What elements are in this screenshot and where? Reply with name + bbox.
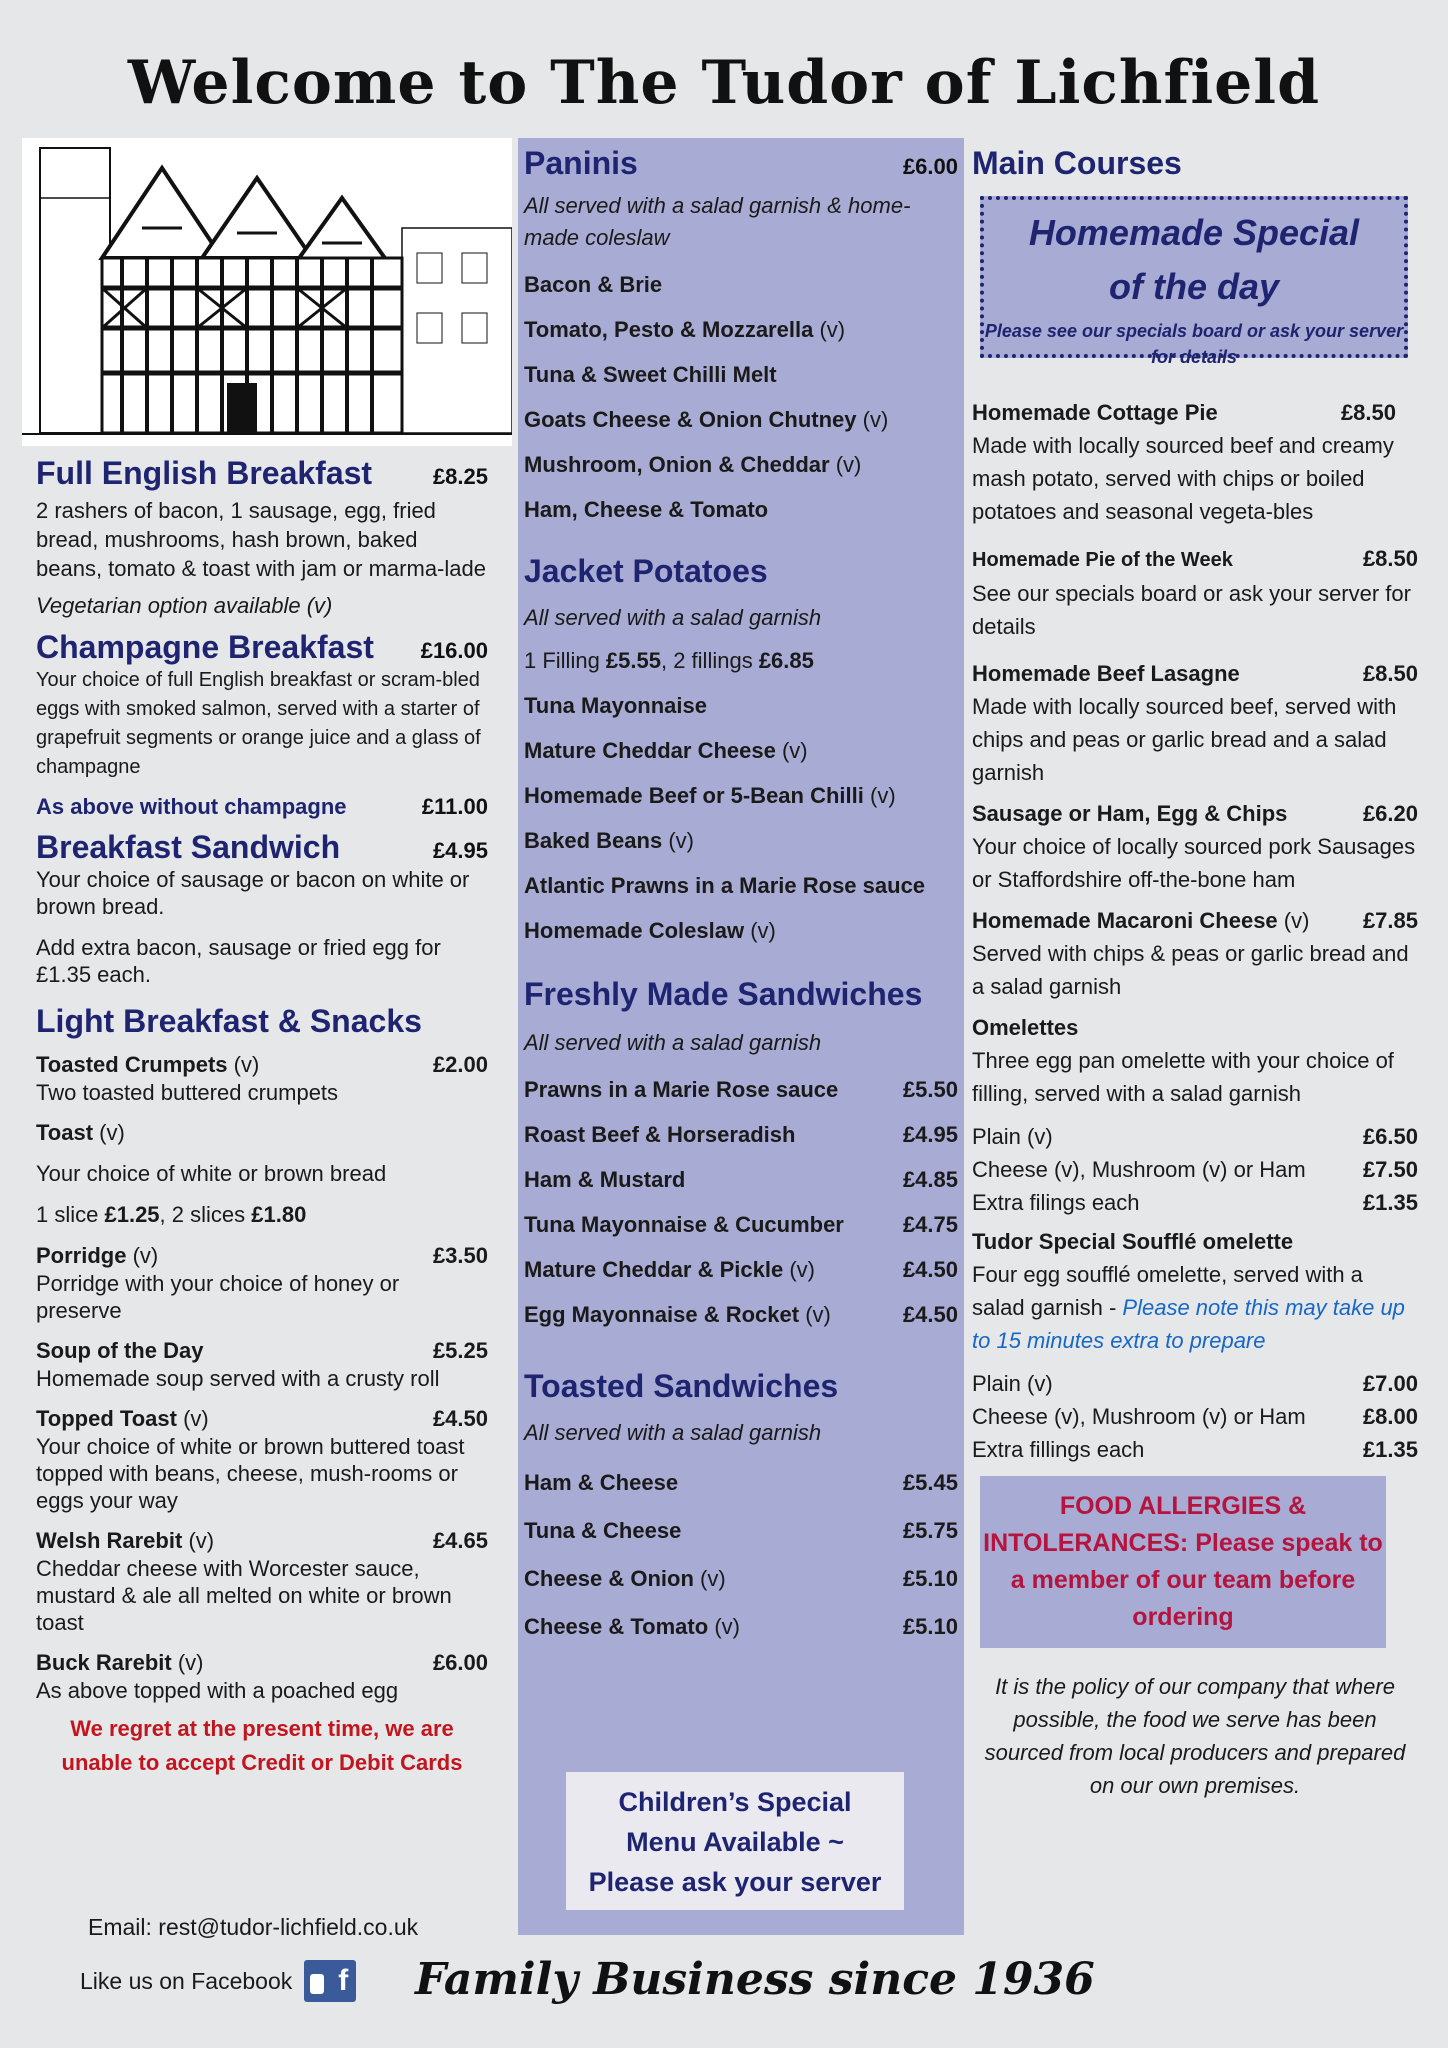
jacket-fill-d: £6.85: [758, 648, 814, 673]
menu-item-name: Tuna & Sweet Chilli Melt: [524, 362, 777, 387]
porridge-row: [36, 1241, 488, 1270]
crumpets-name: Toasted Crumpets: [36, 1052, 228, 1077]
vegetarian-marker: (v): [668, 828, 694, 853]
menu-item-price: £5.45: [902, 1470, 958, 1495]
lasagne-desc: Made with locally sourced beef, served with chips and peas or garlic bread and a salad garnish: [972, 694, 1397, 785]
pie-of-week-price: £8.50: [1362, 546, 1418, 571]
sandwich-header: [36, 828, 488, 866]
porridge-v: (v): [132, 1243, 159, 1268]
topped-toast-row: [36, 1404, 488, 1433]
sausage-ham-name: Sausage or Ham, Egg & Chips: [972, 801, 1288, 826]
menu-item: [524, 405, 958, 434]
champagne-price: £16.00: [420, 638, 488, 663]
cards-notice: We regret at the present time, we are unable to accept Credit or Debit Cards: [61, 1716, 463, 1775]
vegetarian-marker: (v): [819, 317, 846, 342]
menu-item: [524, 315, 958, 344]
porridge-desc: Porridge with your choice of honey or preserve: [36, 1271, 400, 1323]
buck-rarebit-row: [36, 1648, 488, 1677]
welsh-rarebit-name: Welsh Rarebit: [36, 1528, 183, 1553]
pie-of-week-row: [972, 542, 1418, 577]
price-row-label: Extra filings each: [972, 1190, 1140, 1215]
toast-price-b: £1.25: [104, 1202, 160, 1227]
jacket-fill-a: 1 Filling: [524, 648, 606, 673]
menu-item: [524, 1165, 958, 1194]
souffle-note: Please note this may take up to 15 minutes extra to prepare: [972, 1295, 1405, 1353]
jacket-fill-c: , 2 fillings: [660, 648, 759, 673]
price-row: [972, 1120, 1418, 1153]
omelettes-desc: Three egg pan omelette with your choice of filling, served with a salad garnish: [972, 1048, 1394, 1106]
sausage-ham-row: [972, 797, 1418, 830]
email-address[interactable]: Email: rest@tudor-lichfield.co.uk: [88, 1914, 419, 1940]
menu-item-name: Mature Cheddar & Pickle: [524, 1257, 784, 1282]
topped-toast-price: £4.50: [432, 1406, 488, 1431]
childrens-menu-box: [566, 1772, 904, 1910]
toasted-sandwiches-note: All served with a salad garnish: [524, 1420, 822, 1445]
buck-rarebit-name: Buck Rarebit: [36, 1650, 172, 1675]
menu-item-name: Ham & Mustard: [524, 1167, 686, 1192]
facebook-row[interactable]: [80, 1960, 356, 2002]
menu-item: [524, 736, 958, 765]
menu-item-name: Prawns in a Marie Rose sauce: [524, 1077, 839, 1102]
welsh-rarebit-row: [36, 1526, 488, 1555]
price-row-label: Extra fillings each: [972, 1437, 1145, 1462]
topped-toast-desc: Your choice of white or brown buttered toast topped with beans, cheese, mush-rooms or eggs your way: [36, 1434, 465, 1513]
porridge-name: Porridge: [36, 1243, 127, 1268]
price-row-price: £6.50: [1362, 1124, 1418, 1149]
price-row: [972, 1186, 1418, 1219]
omelettes-name: Omelettes: [972, 1015, 1079, 1040]
crumpets-v: (v): [233, 1052, 260, 1077]
menu-item-name: Egg Mayonnaise & Rocket: [524, 1302, 800, 1327]
fresh-sandwiches-list: [524, 1075, 958, 1329]
without-champagne-price: £11.00: [421, 794, 488, 819]
omelettes-row: [972, 1011, 1418, 1044]
porridge-price: £3.50: [432, 1243, 488, 1268]
family-business-tagline: Family Business since 1936: [415, 1954, 1095, 2005]
soup-desc: Homemade soup served with a crusty roll: [36, 1366, 440, 1391]
sourcing-policy: It is the policy of our company that where possible, the food we serve has been sourced from local producers and prepared on our own premises.: [984, 1674, 1406, 1798]
vegetarian-marker: (v): [805, 1302, 831, 1327]
toast-price-a: 1 slice: [36, 1202, 105, 1227]
breakfast-sandwich-desc: Your choice of sausage or bacon on white or brown bread.: [36, 867, 470, 919]
soup-row: [36, 1336, 488, 1365]
page-title: Welcome to The Tudor of Lichfield: [127, 48, 1321, 118]
price-row-price: £7.00: [1362, 1371, 1418, 1396]
facebook-label: Like us on Facebook: [80, 1967, 293, 1994]
toast-price-d: £1.80: [251, 1202, 307, 1227]
tudor-house-drawing: [22, 138, 512, 446]
menu-item: [524, 1255, 958, 1284]
toasted-sandwiches-title: Toasted Sandwiches: [524, 1368, 839, 1404]
crumpets-desc: Two toasted buttered crumpets: [36, 1080, 339, 1105]
jacket-list: [524, 691, 958, 945]
paninis-note: All served with a salad garnish & home-made coleslaw: [524, 193, 911, 250]
souffle-desc: Four egg soufflé omelette, served with a salad garnish -: [972, 1262, 1363, 1320]
price-row-price: £7.50: [1362, 1157, 1418, 1182]
without-champagne-label: As above without champagne: [36, 794, 347, 819]
menu-item: [524, 826, 958, 855]
sausage-ham-price: £6.20: [1362, 801, 1418, 826]
vegetarian-marker: (v): [750, 918, 776, 943]
buck-rarebit-price: £6.00: [432, 1650, 488, 1675]
breakfast-sandwich-extra: Add extra bacon, sausage or fried egg for £1.35 each.: [36, 935, 441, 987]
menu-item-name: Atlantic Prawns in a Marie Rose sauce: [524, 873, 926, 898]
buck-rarebit-desc: As above topped with a poached egg: [36, 1678, 399, 1703]
price-row: [972, 1367, 1418, 1400]
full-english-header: [36, 454, 488, 492]
vegetarian-marker: (v): [714, 1614, 740, 1639]
champagne-desc: Your choice of full English breakfast or scram-bled eggs with smoked salmon, served with a starter of grapefruit segments or orange juice and a glass of champagne: [36, 669, 481, 778]
menu-item-name: Mature Cheddar Cheese: [524, 738, 776, 763]
menu-item-name: Cheese & Tomato: [524, 1614, 709, 1639]
menu-item-name: Tuna & Cheese: [524, 1518, 682, 1543]
menu-item-name: Mushroom, Onion & Cheddar: [524, 452, 830, 477]
price-row-price: £8.00: [1362, 1404, 1418, 1429]
menu-item-name: Baked Beans: [524, 828, 663, 853]
breakfast-sandwich-price: £4.95: [432, 838, 488, 863]
price-row-label: Plain (v): [972, 1371, 1053, 1396]
full-english-title: Full English Breakfast: [36, 455, 373, 491]
soup-name: Soup of the Day: [36, 1338, 204, 1363]
without-champagne-row: [36, 794, 488, 820]
menu-item: [524, 1075, 958, 1104]
price-row-label: Plain (v): [972, 1124, 1053, 1149]
souffle-desc-block: [972, 1258, 1418, 1357]
special-title: Homemade Special of the day: [1028, 212, 1360, 307]
menu-item-price: £4.50: [902, 1302, 958, 1327]
right-column: [972, 138, 1418, 1802]
paninis-header: [524, 144, 958, 182]
menu-item: [524, 1120, 958, 1149]
menu-item-name: Bacon & Brie: [524, 272, 663, 297]
jacket-fill-b: £5.55: [605, 648, 661, 673]
souffle-name: Tudor Special Soufflé omelette: [972, 1229, 1294, 1254]
jacket-title: Jacket Potatoes: [524, 553, 768, 589]
toast-row: [36, 1118, 488, 1147]
menu-item: [524, 1564, 958, 1593]
menu-item: [524, 1210, 958, 1239]
menu-item-price: £4.95: [902, 1122, 958, 1147]
full-english-price: £8.25: [432, 464, 488, 489]
menu-item-price: £5.75: [902, 1518, 958, 1543]
cottage-pie-price: £8.50: [1340, 400, 1396, 425]
menu-item-name: Tuna Mayonnaise & Cucumber: [524, 1212, 844, 1237]
menu-item-name: Ham & Cheese: [524, 1470, 679, 1495]
menu-item-name: Ham, Cheese & Tomato: [524, 497, 769, 522]
homemade-special-box: [980, 196, 1408, 367]
menu-item: [524, 450, 958, 479]
macaroni-name: Homemade Macaroni Cheese: [972, 908, 1278, 933]
menu-item-name: Tuna Mayonnaise: [524, 693, 707, 718]
price-row-price: £1.35: [1362, 1190, 1418, 1215]
menu-item: [524, 270, 958, 299]
sausage-ham-desc: Your choice of locally sourced pork Sausages or Staffordshire off-the-bone ham: [972, 834, 1416, 892]
lasagne-price: £8.50: [1362, 661, 1418, 686]
vegetarian-marker: (v): [789, 1257, 815, 1282]
vegetarian-marker: (v): [870, 783, 896, 808]
tudor-house-illustration: [22, 138, 512, 446]
menu-item-price: £5.10: [902, 1566, 958, 1591]
jacket-note: All served with a salad garnish: [524, 605, 822, 630]
fresh-sandwiches-note: All served with a salad garnish: [524, 1030, 822, 1055]
menu-item-name: Homemade Beef or 5-Bean Chilli: [524, 783, 864, 808]
paninis-list: [524, 270, 958, 524]
welsh-rarebit-v: (v): [188, 1528, 215, 1553]
fresh-sandwiches-title: Freshly Made Sandwiches: [524, 976, 923, 1012]
breakfast-sandwich-title: Breakfast Sandwich: [36, 829, 341, 865]
menu-item-name: Roast Beef & Horseradish: [524, 1122, 796, 1147]
left-column: [22, 138, 502, 1780]
welsh-rarebit-desc: Cheddar cheese with Worcester sauce, mustard & ale all melted on white or brown toast: [36, 1556, 452, 1635]
vegetarian-marker: (v): [700, 1566, 726, 1591]
menu-item: [524, 691, 958, 720]
price-row: [972, 1400, 1418, 1433]
macaroni-row: [972, 904, 1418, 937]
souffle-price-list: [972, 1367, 1418, 1466]
price-row-label: Cheese (v), Mushroom (v) or Ham: [972, 1404, 1306, 1429]
main-courses-title: Main Courses: [972, 145, 1182, 181]
menu-item: [524, 781, 958, 810]
paninis-title: Paninis: [524, 145, 638, 181]
vegetarian-note: Vegetarian option available (v): [36, 593, 333, 618]
toast-name: Toast: [36, 1120, 94, 1145]
allergy-notice: FOOD ALLERGIES & INTOLERANCES: Please speak to a member of our team before ordering: [980, 1476, 1386, 1648]
buck-rarebit-v: (v): [177, 1650, 204, 1675]
menu-item-name: Cheese & Onion: [524, 1566, 694, 1591]
jacket-fill-prices: [524, 646, 958, 675]
menu-item: [524, 360, 958, 389]
menu-item-price: £5.50: [902, 1077, 958, 1102]
toast-desc: Your choice of white or brown bread: [36, 1161, 387, 1186]
menu-item: [524, 1516, 958, 1545]
menu-item-price: £4.50: [902, 1257, 958, 1282]
menu-item-price: £4.75: [902, 1212, 958, 1237]
omelette-price-list: [972, 1120, 1418, 1219]
crumpets-price: £2.00: [432, 1052, 488, 1077]
childrens-line-1: Children’s Special: [618, 1787, 852, 1817]
topped-toast-name: Topped Toast: [36, 1406, 177, 1431]
childrens-line-3: Please ask your server: [588, 1867, 882, 1897]
vegetarian-marker: (v): [781, 738, 808, 763]
childrens-line-2: Menu Available ~: [626, 1827, 844, 1857]
menu-item-name: Goats Cheese & Onion Chutney: [524, 407, 857, 432]
middle-column: [518, 138, 964, 1935]
macaroni-v: (v): [1283, 908, 1310, 933]
special-note: Please see our specials board or ask your server for details: [984, 321, 1404, 367]
paninis-price: £6.00: [902, 154, 958, 179]
light-breakfast-title: Light Breakfast & Snacks: [36, 1003, 422, 1039]
soup-price: £5.25: [432, 1338, 488, 1363]
price-row-label: Cheese (v), Mushroom (v) or Ham: [972, 1157, 1306, 1182]
menu-item: [524, 916, 958, 945]
pie-of-week-name: Homemade Pie of the Week: [972, 549, 1233, 571]
pie-of-week-desc: See our specials board or ask your server for details: [972, 581, 1411, 639]
cottage-pie-desc: Made with locally sourced beef and creamy mash potato, served with chips or boiled potatoes and seasonal vegeta-bles: [972, 433, 1394, 524]
toast-prices: [36, 1200, 488, 1229]
toast-price-c: , 2 slices: [159, 1202, 252, 1227]
toasted-sandwiches-list: [524, 1468, 958, 1641]
price-row: [972, 1433, 1418, 1466]
lasagne-row: [972, 657, 1418, 690]
vegetarian-marker: (v): [835, 452, 862, 477]
macaroni-price: £7.85: [1362, 908, 1418, 933]
cottage-pie-row: [972, 396, 1418, 429]
menu-item: [524, 871, 958, 900]
menu-item-price: £4.85: [902, 1167, 958, 1192]
menu-item-name: Tomato, Pesto & Mozzarella: [524, 317, 814, 342]
lasagne-name: Homemade Beef Lasagne: [972, 661, 1240, 686]
menu-item: [524, 1468, 958, 1497]
menu-item-name: Homemade Coleslaw: [524, 918, 745, 943]
macaroni-desc: Served with chips & peas or garlic bread and a salad garnish: [972, 941, 1409, 999]
cottage-pie-name: Homemade Cottage Pie: [972, 400, 1218, 425]
menu-item: [524, 495, 958, 524]
welsh-rarebit-price: £4.65: [432, 1528, 488, 1553]
menu-item-price: £5.10: [902, 1614, 958, 1639]
facebook-like-icon[interactable]: f: [304, 1960, 356, 2002]
vegetarian-marker: (v): [862, 407, 889, 432]
price-row: [972, 1153, 1418, 1186]
menu-item: [524, 1612, 958, 1641]
champagne-header: [36, 628, 488, 666]
souffle-row: [972, 1225, 1418, 1258]
topped-toast-v: (v): [183, 1406, 209, 1431]
full-english-desc: 2 rashers of bacon, 1 sausage, egg, fried bread, mushrooms, hash brown, baked beans, tomato & toast with jam or marma-lade: [36, 498, 486, 581]
crumpets-row: [36, 1050, 488, 1079]
champagne-title: Champagne Breakfast: [36, 629, 374, 665]
menu-item: [524, 1300, 958, 1329]
price-row-price: £1.35: [1362, 1437, 1418, 1462]
toast-v: (v): [99, 1120, 125, 1145]
